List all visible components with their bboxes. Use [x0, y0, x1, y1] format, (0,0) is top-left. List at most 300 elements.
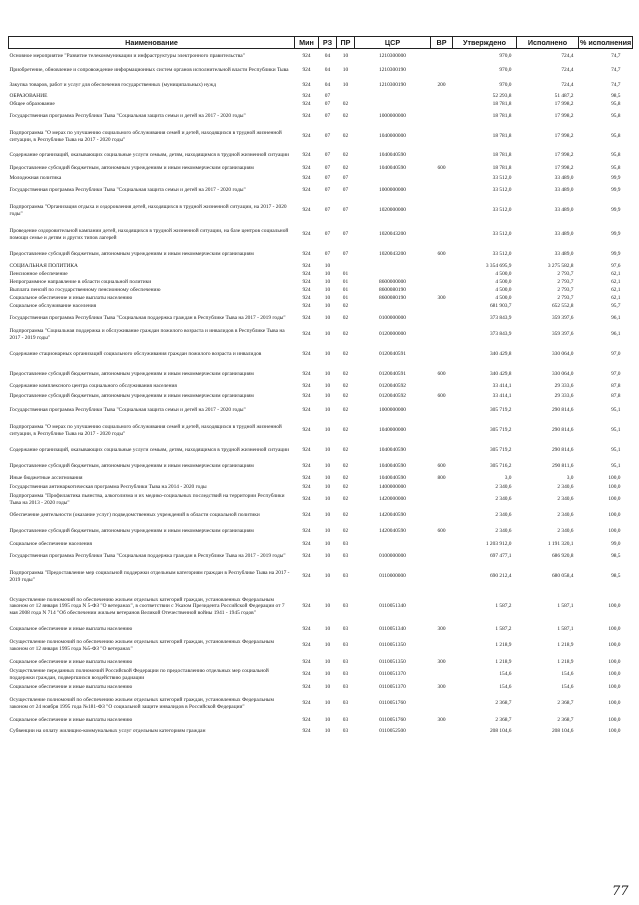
row-rz: 10 [324, 671, 331, 678]
row-min: 924 [302, 251, 311, 258]
row-executed: 2 340,6 [557, 483, 574, 490]
row-vr: 200 [437, 81, 446, 88]
row-min: 924 [302, 271, 311, 278]
row-vr: 300 [437, 625, 446, 632]
row-rz: 10 [324, 483, 331, 490]
table-row [9, 163, 633, 175]
row-pr: 10 [342, 52, 349, 59]
row-approved: 18 781,8 [492, 101, 512, 108]
row-name: Предоставление субсидий бюджетным, автономным учреждениям и иным некоммерческим организациям [9, 528, 254, 535]
row-approved: 305 719,2 [489, 427, 512, 434]
row-approved: 154,6 [499, 671, 512, 678]
row-executed: 359 397,6 [551, 331, 574, 338]
row-percent: 99,9 [611, 231, 621, 238]
table-row [9, 311, 633, 327]
row-vr [431, 303, 453, 311]
row-percent: 99,9 [611, 175, 621, 182]
row-csr: 1400000000 [379, 483, 406, 490]
row-rz: 10 [324, 658, 331, 665]
row-pr: 02 [342, 447, 349, 454]
row-csr [355, 303, 431, 311]
row-rz: 07 [324, 92, 331, 99]
row-vr: 300 [437, 295, 446, 302]
row-approved: 1 218,9 [495, 658, 512, 665]
table-row [9, 716, 633, 725]
row-rz: 07 [324, 165, 331, 172]
row-percent: 99,9 [611, 251, 621, 258]
row-csr: 1040000000 [379, 427, 406, 434]
row-pr: 02 [342, 475, 349, 482]
row-csr [355, 175, 431, 183]
table-row [9, 667, 633, 683]
row-pr: 02 [342, 303, 349, 310]
row-percent: 95,8 [611, 133, 621, 140]
row-min: 924 [302, 407, 311, 414]
table-body [9, 49, 633, 739]
row-approved: 373 843,9 [489, 331, 512, 338]
row-min: 924 [302, 475, 311, 482]
row-name: Выплата пенсий по государственному пенсионному обеспечению [9, 287, 161, 294]
row-vr: 300 [437, 716, 446, 723]
row-vr [431, 63, 453, 79]
row-vr [431, 92, 453, 101]
row-rz: 10 [324, 279, 331, 286]
row-min: 924 [302, 496, 311, 503]
row-rz: 10 [324, 351, 331, 358]
row-min: 924 [302, 427, 311, 434]
row-approved: 33 512,0 [492, 207, 512, 214]
table-row [9, 101, 633, 109]
row-vr [431, 287, 453, 295]
row-rz: 07 [324, 187, 331, 194]
row-vr [431, 149, 453, 163]
row-min: 924 [302, 303, 311, 310]
row-csr: 1000000000 [379, 113, 406, 120]
row-approved: 33 414,1 [492, 393, 512, 400]
row-pr: 02 [342, 393, 349, 400]
table-row [9, 383, 633, 391]
row-min: 924 [302, 331, 311, 338]
row-name: Социальное обеспечение и иные выплаты населению [9, 716, 133, 723]
row-min: 924 [302, 463, 311, 470]
row-vr [431, 101, 453, 109]
row-min: 924 [302, 187, 311, 194]
table-row [9, 459, 633, 475]
row-csr: 1040040590 [379, 447, 406, 454]
row-min: 924 [302, 81, 311, 88]
row-percent: 97,6 [611, 263, 621, 270]
row-executed: 1 587,1 [557, 625, 574, 632]
row-name: Социальное обеспечение населения [9, 540, 93, 547]
row-executed: 2 340,6 [557, 512, 574, 519]
row-min: 924 [302, 67, 311, 74]
row-percent: 74,7 [611, 52, 621, 59]
row-pr: 02 [342, 165, 349, 172]
row-csr: 0120040592 [379, 393, 406, 400]
row-name: Предоставление субсидий бюджетным, автономным учреждениям и иным некоммерческим организациям [9, 165, 254, 172]
row-percent: 100,0 [608, 716, 621, 723]
row-pr: 02 [342, 152, 349, 159]
row-vr: 800 [437, 475, 446, 482]
row-pr: 02 [342, 133, 349, 140]
row-pr: 07 [342, 207, 349, 214]
row-rz: 10 [324, 540, 331, 547]
row-executed: 686 920,8 [551, 553, 574, 560]
table-row [9, 419, 633, 443]
row-executed: 724,4 [561, 67, 574, 74]
row-pr: 03 [342, 658, 349, 665]
row-name: Государственная программа Республики Тыва "Социальная защита семьи и детей на 2017 - 2020 годы" [9, 113, 246, 120]
row-approved: 2 340,6 [495, 512, 512, 519]
row-percent: 100,0 [608, 512, 621, 519]
row-pr: 03 [342, 728, 349, 735]
row-approved: 18 781,8 [492, 165, 512, 172]
table-row [9, 92, 633, 101]
row-percent: 97,0 [611, 371, 621, 378]
row-rz: 07 [324, 251, 331, 258]
row-pr: 02 [342, 383, 349, 390]
row-vr [431, 263, 453, 271]
row-name: Предоставление субсидий бюджетным, автономным учреждениям и иным некоммерческим организациям [9, 251, 254, 258]
row-executed: 330 064,0 [551, 371, 574, 378]
row-executed: 290 814,6 [551, 407, 574, 414]
row-pr: 02 [342, 331, 349, 338]
row-rz: 10 [324, 447, 331, 454]
row-name: Приобретение, обновление и сопровождение информационных систем органов исполнительной власти Республики Тыва [9, 67, 289, 74]
row-pr [337, 263, 355, 271]
row-name: Социальное обслуживание населения [9, 303, 97, 310]
row-executed: 652 552,8 [551, 303, 574, 310]
row-rz: 10 [324, 625, 331, 632]
row-approved: 18 781,8 [492, 113, 512, 120]
row-csr: 1420040590 [379, 528, 406, 535]
row-pr: 02 [342, 483, 349, 490]
row-approved: 33 512,0 [492, 251, 512, 258]
row-pr: 03 [342, 683, 349, 690]
row-executed: 2 793,7 [557, 287, 574, 294]
row-name: Подпрограмма "О мерах по улучшению социального обслуживания семей и детей, находящихся в трудной жизненной ситуации, в Республике Тыва на 2017 - 2020 годы" [9, 424, 282, 437]
row-executed: 2 340,6 [557, 496, 574, 503]
row-min: 924 [302, 683, 311, 690]
row-pr: 02 [342, 463, 349, 470]
row-percent: 97,0 [611, 351, 621, 358]
row-rz: 10 [324, 528, 331, 535]
row-rz: 10 [324, 603, 331, 610]
row-rz: 10 [324, 295, 331, 302]
table-row [9, 327, 633, 343]
header-percent: % исполнения [580, 38, 632, 47]
row-approved: 373 843,9 [489, 315, 512, 322]
row-executed: 29 333,6 [554, 383, 574, 390]
row-approved: 690 212,4 [489, 573, 512, 580]
row-percent: 100,0 [608, 496, 621, 503]
row-vr [431, 443, 453, 459]
row-approved: 697 477,1 [489, 553, 512, 560]
row-rz: 10 [324, 716, 331, 723]
row-percent: 95,8 [611, 152, 621, 159]
table-row [9, 223, 633, 247]
row-executed: 2 793,7 [557, 295, 574, 302]
row-vr [431, 540, 453, 549]
row-executed: 154,6 [561, 671, 574, 678]
row-percent: 95,8 [611, 101, 621, 108]
row-rz: 07 [324, 101, 331, 108]
row-csr: 1040040590 [379, 475, 406, 482]
row-executed: 290 814,6 [551, 447, 574, 454]
row-approved: 2 340,6 [495, 483, 512, 490]
table-row [9, 125, 633, 149]
row-approved: 970,0 [499, 67, 512, 74]
row-csr: 1020000000 [379, 207, 406, 214]
row-approved: 3 354 695,9 [485, 263, 512, 270]
row-min: 924 [302, 113, 311, 120]
row-pr: 07 [342, 187, 349, 194]
header-approved: Утверждено [453, 37, 517, 49]
row-csr: 1040040590 [379, 463, 406, 470]
row-min: 924 [302, 133, 311, 140]
row-approved: 3,0 [504, 475, 512, 482]
row-csr: 0110051350 [379, 642, 406, 649]
row-approved: 1 218,9 [495, 642, 512, 649]
row-approved: 33 512,0 [492, 187, 512, 194]
row-executed: 33 489,0 [554, 251, 574, 258]
row-percent: 87,8 [611, 383, 621, 390]
row-executed: 2 368,7 [557, 716, 574, 723]
row-name: Социальное обеспечение и иные выплаты населению [9, 625, 133, 632]
row-name: Социальное обеспечение и иные выплаты населению [9, 658, 133, 665]
row-vr: 600 [437, 528, 446, 535]
table-row [9, 271, 633, 279]
row-percent: 74,7 [611, 67, 621, 74]
row-percent: 62,1 [611, 287, 621, 294]
row-vr [431, 667, 453, 683]
row-min: 924 [302, 728, 311, 735]
table-row [9, 391, 633, 403]
row-vr [431, 125, 453, 149]
row-executed: 330 064,0 [551, 351, 574, 358]
row-approved: 970,0 [499, 81, 512, 88]
row-csr: 0120040591 [379, 351, 406, 358]
row-name: Основное мероприятие "Развитие телекоммуникации и инфраструктуры электронного правительства" [9, 52, 245, 59]
table-row [9, 683, 633, 692]
row-approved: 305 719,2 [489, 407, 512, 414]
row-csr: 0100000000 [379, 315, 406, 322]
row-name: Содержание организаций, оказывающих социальные услуги семьям, детям, находящимся в трудной жизненной ситуации [9, 152, 289, 159]
row-approved: 1 587,2 [495, 603, 512, 610]
row-pr: 03 [342, 573, 349, 580]
row-vr [431, 199, 453, 223]
row-vr [431, 311, 453, 327]
row-min: 924 [302, 152, 311, 159]
row-rz: 07 [324, 175, 331, 182]
row-approved: 2 368,7 [495, 700, 512, 707]
row-name: Предоставление субсидий бюджетным, автономным учреждениям и иным некоммерческим организациям [9, 463, 254, 470]
row-pr: 02 [342, 427, 349, 434]
row-percent: 95,7 [611, 303, 621, 310]
row-csr: 0110051370 [379, 671, 406, 678]
row-vr: 300 [437, 683, 446, 690]
row-csr: 0110051760 [379, 700, 406, 707]
table-row [9, 247, 633, 263]
row-percent: 96,1 [611, 331, 621, 338]
row-min: 924 [302, 528, 311, 535]
row-approved: 18 781,8 [492, 133, 512, 140]
row-approved: 208 104,6 [489, 728, 512, 735]
row-name: Субвенции на оплату жилищно-коммунальных услуг отдельным категориям граждан [9, 728, 206, 735]
row-csr: 1420000000 [379, 496, 406, 503]
row-csr: 0110051340 [379, 625, 406, 632]
row-executed: 51 487,2 [554, 92, 574, 99]
row-name: Молодежная политика [9, 175, 62, 182]
row-min: 924 [302, 658, 311, 665]
row-pr: 03 [342, 540, 349, 547]
row-rz: 10 [324, 407, 331, 414]
row-pr: 02 [342, 101, 349, 108]
row-name: Содержание комплексного центра социального обслуживания населения [9, 383, 177, 390]
row-rz: 10 [324, 512, 331, 519]
row-name: Подпрограмма "О мерах по улучшению социального обслуживания семей и детей, находящихся в трудной жизненной ситуации, в Республике Тыва на 2017 - 2020 годы" [9, 130, 282, 143]
row-percent: 95,1 [611, 447, 621, 454]
row-executed: 724,4 [561, 81, 574, 88]
row-vr [431, 109, 453, 125]
page-number: 77 [612, 884, 629, 899]
header-name: Наименование [9, 37, 295, 49]
row-pr: 03 [342, 700, 349, 707]
table-row [9, 692, 633, 716]
table-row [9, 263, 633, 271]
row-pr: 02 [342, 512, 349, 519]
row-percent: 87,8 [611, 393, 621, 400]
row-vr: 600 [437, 463, 446, 470]
row-min: 924 [302, 642, 311, 649]
row-name: Подпрограмма "Организация отдыха и оздоровления детей, находящихся в трудной жизненной ситуации, на 2017 - 2020 годы" [9, 204, 287, 217]
budget-table [8, 36, 633, 739]
row-vr [431, 403, 453, 419]
row-approved: 154,6 [499, 683, 512, 690]
row-pr: 07 [342, 251, 349, 258]
row-name: Социальное обеспечение и иные выплаты населению [9, 295, 133, 302]
row-pr: 03 [342, 671, 349, 678]
row-csr [355, 101, 431, 109]
row-rz: 10 [324, 427, 331, 434]
row-name: Государственная программа Республики Тыва "Социальная поддержка граждан в Республике Тыва на 2017 - 2019 годы" [9, 553, 286, 560]
row-pr: 02 [342, 351, 349, 358]
table-row [9, 492, 633, 508]
row-pr: 03 [342, 553, 349, 560]
row-name: Общее образование [9, 101, 55, 108]
table-row [9, 483, 633, 492]
table-header-row [9, 37, 633, 49]
row-approved: 2 368,7 [495, 716, 512, 723]
row-rz: 10 [324, 496, 331, 503]
row-pr: 01 [342, 271, 349, 278]
row-min: 924 [302, 371, 311, 378]
header-csr: ЦСР [355, 37, 431, 49]
row-csr: 8600080190 [379, 295, 406, 302]
row-percent: 74,7 [611, 81, 621, 88]
row-csr [355, 271, 431, 279]
row-min: 924 [302, 540, 311, 547]
row-rz: 10 [324, 700, 331, 707]
row-rz: 07 [324, 133, 331, 140]
row-name: Пенсионное обеспечение [9, 271, 68, 278]
row-percent: 99,9 [611, 187, 621, 194]
row-pr: 02 [342, 496, 349, 503]
row-approved: 305 719,2 [489, 447, 512, 454]
row-csr: 1000000000 [379, 407, 406, 414]
row-percent: 98,5 [611, 553, 621, 560]
row-csr [355, 263, 431, 271]
row-csr: 1210300190 [379, 67, 406, 74]
row-vr [431, 483, 453, 492]
row-executed: 290 814,6 [551, 427, 574, 434]
table-row [9, 175, 633, 183]
table-row [9, 565, 633, 589]
row-min: 924 [302, 573, 311, 580]
row-percent: 98,5 [611, 92, 621, 99]
header-min: Мин [295, 37, 319, 49]
row-name: Государственная антинаркотическая программа Республики Тыва на 2014 - 2020 годы [9, 483, 207, 490]
row-pr: 03 [342, 625, 349, 632]
row-min: 924 [302, 92, 311, 99]
row-approved: 33 414,1 [492, 383, 512, 390]
row-approved: 340 429,8 [489, 371, 512, 378]
table-row [9, 549, 633, 565]
row-name: Обеспечение деятельности (оказание услуг) подведомственных учреждений в области социальной политики [9, 512, 260, 519]
row-csr: 0120040591 [379, 371, 406, 378]
row-min: 924 [302, 287, 311, 294]
row-vr: 300 [437, 658, 446, 665]
row-pr: 01 [342, 287, 349, 294]
row-csr: 1040040590 [379, 152, 406, 159]
row-min: 924 [302, 553, 311, 560]
row-min: 924 [302, 295, 311, 302]
row-csr: 0110051760 [379, 716, 406, 723]
table-row [9, 367, 633, 383]
table-row [9, 79, 633, 92]
row-percent: 100,0 [608, 658, 621, 665]
table-row [9, 287, 633, 295]
row-approved: 33 512,0 [492, 175, 512, 182]
row-percent: 62,1 [611, 271, 621, 278]
row-executed: 2 340,6 [557, 528, 574, 535]
row-name: Государственная программа Республики Тыва "Социальная защита семьи и детей на 2017 - 2020 годы" [9, 187, 246, 194]
row-percent: 100,0 [608, 625, 621, 632]
row-name: Закупка товаров, работ и услуг для обеспечения государственных (муниципальных) нужд [9, 81, 217, 88]
row-executed: 208 104,6 [551, 728, 574, 735]
row-name: Осуществление полномочий по обеспечению жильем отдельных категорий граждан, установленных Федеральным законом от 24 ноября 1995 года №181-ФЗ "О социальной защите инвалидов в Российской Федерации" [9, 697, 274, 710]
table-row [9, 443, 633, 459]
row-vr [431, 49, 453, 63]
row-vr [431, 383, 453, 391]
row-pr: 02 [342, 407, 349, 414]
row-min: 924 [302, 393, 311, 400]
row-rz: 10 [324, 393, 331, 400]
row-csr: 1040000000 [379, 133, 406, 140]
row-pr [337, 92, 355, 101]
row-pr: 02 [342, 315, 349, 322]
row-percent: 98,5 [611, 573, 621, 580]
table-row [9, 589, 633, 625]
table-row [9, 295, 633, 303]
row-min: 924 [302, 263, 311, 270]
table-row [9, 403, 633, 419]
row-vr [431, 175, 453, 183]
row-executed: 2 368,7 [557, 700, 574, 707]
table-row [9, 343, 633, 367]
row-rz: 10 [324, 287, 331, 294]
table-row [9, 149, 633, 163]
